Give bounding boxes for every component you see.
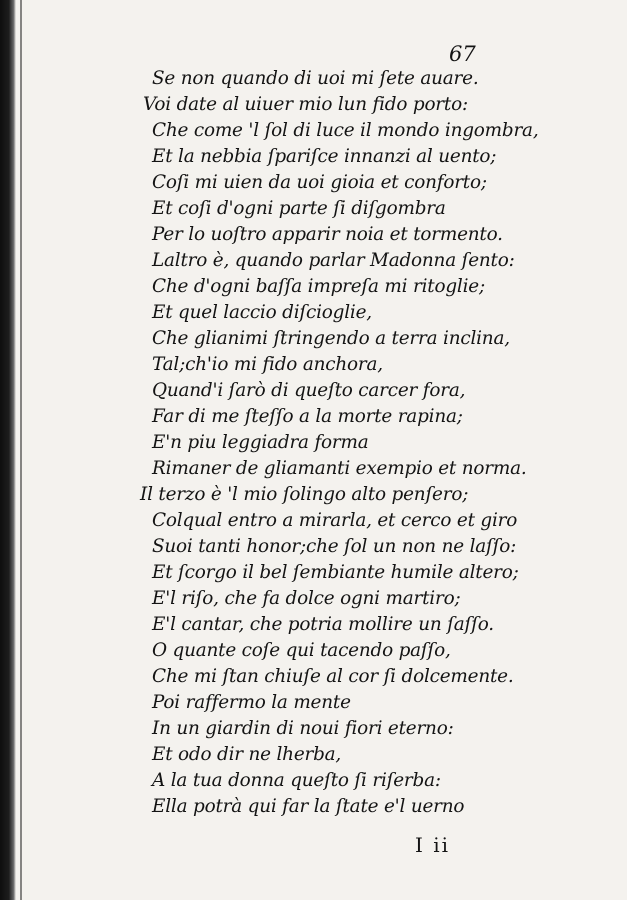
verse-line: Che glianimi ſtringendo a terra inclina, <box>152 328 510 349</box>
verse-line: Che mi ſtan chiuſe al cor ſi dolcemente. <box>152 666 514 687</box>
verse-line: In un giardin di noui fiori eterno: <box>152 718 454 739</box>
book-binding-shadow <box>0 0 16 900</box>
verse-line: Suoi tanti honor;che ſol un non ne laſſo: <box>152 536 517 557</box>
verse-line: Et quel laccio diſcioglie, <box>152 302 372 323</box>
verse-line: Il terzo è 'l mio ſolingo alto penſero; <box>140 484 469 505</box>
signature-mark: I ii <box>415 833 451 857</box>
verse-line: Quand'i ſarò di queſto carcer fora, <box>152 380 466 401</box>
verse-line: Poi raffermo la mente <box>152 692 351 713</box>
verse-line: Che come 'l ſol di luce il mondo ingombra, <box>152 120 539 141</box>
verse-line: Et odo dir ne lherba, <box>152 744 342 765</box>
verse-line: Voi date al uiuer mio lun fido porto: <box>143 94 468 115</box>
verse-line: Et coſi d'ogni parte ſi diſgombra <box>152 198 446 219</box>
verse-line: Coſi mi uien da uoi gioia et conforto; <box>152 172 487 193</box>
verse-line: A la tua donna queſto ſi riſerba: <box>152 770 441 791</box>
verse-line: O quante coſe qui tacendo paſſo, <box>152 640 451 661</box>
binding-rule <box>20 0 22 900</box>
verse-line: Ella potrà qui far la ſtate e'l uerno <box>152 796 465 817</box>
verse-line: Tal;ch'io mi fido anchora, <box>152 354 383 375</box>
verse-line: Colqual entro a mirarla, et cerco et giro <box>152 510 518 531</box>
verse-line: Rimaner de gliamanti exempio et norma. <box>152 458 527 479</box>
verse-line: Et la nebbia ſpariſce innanzi al uento; <box>152 146 497 167</box>
verse-line: E'n piu leggiadra forma <box>152 432 369 453</box>
verse-line: Et ſcorgo il bel ſembiante humile altero; <box>152 562 519 583</box>
verse-line: E'l cantar, che potria mollire un ſaſſo. <box>152 614 494 635</box>
verse-line: Che d'ogni baſſa impreſa mi ritoglie; <box>152 276 485 297</box>
verse-line: E'l riſo, che fa dolce ogni martiro; <box>152 588 461 609</box>
verse-line: Se non quando di uoi mi ſete auare. <box>152 68 479 89</box>
page-number: 67 <box>449 42 476 66</box>
verse-line: Far di me ſteſſo a la morte rapina; <box>152 406 463 427</box>
verse-line: Laltro è, quando parlar Madonna ſento: <box>152 250 515 271</box>
verse-line: Per lo uoſtro apparir noia et tormento. <box>152 224 503 245</box>
